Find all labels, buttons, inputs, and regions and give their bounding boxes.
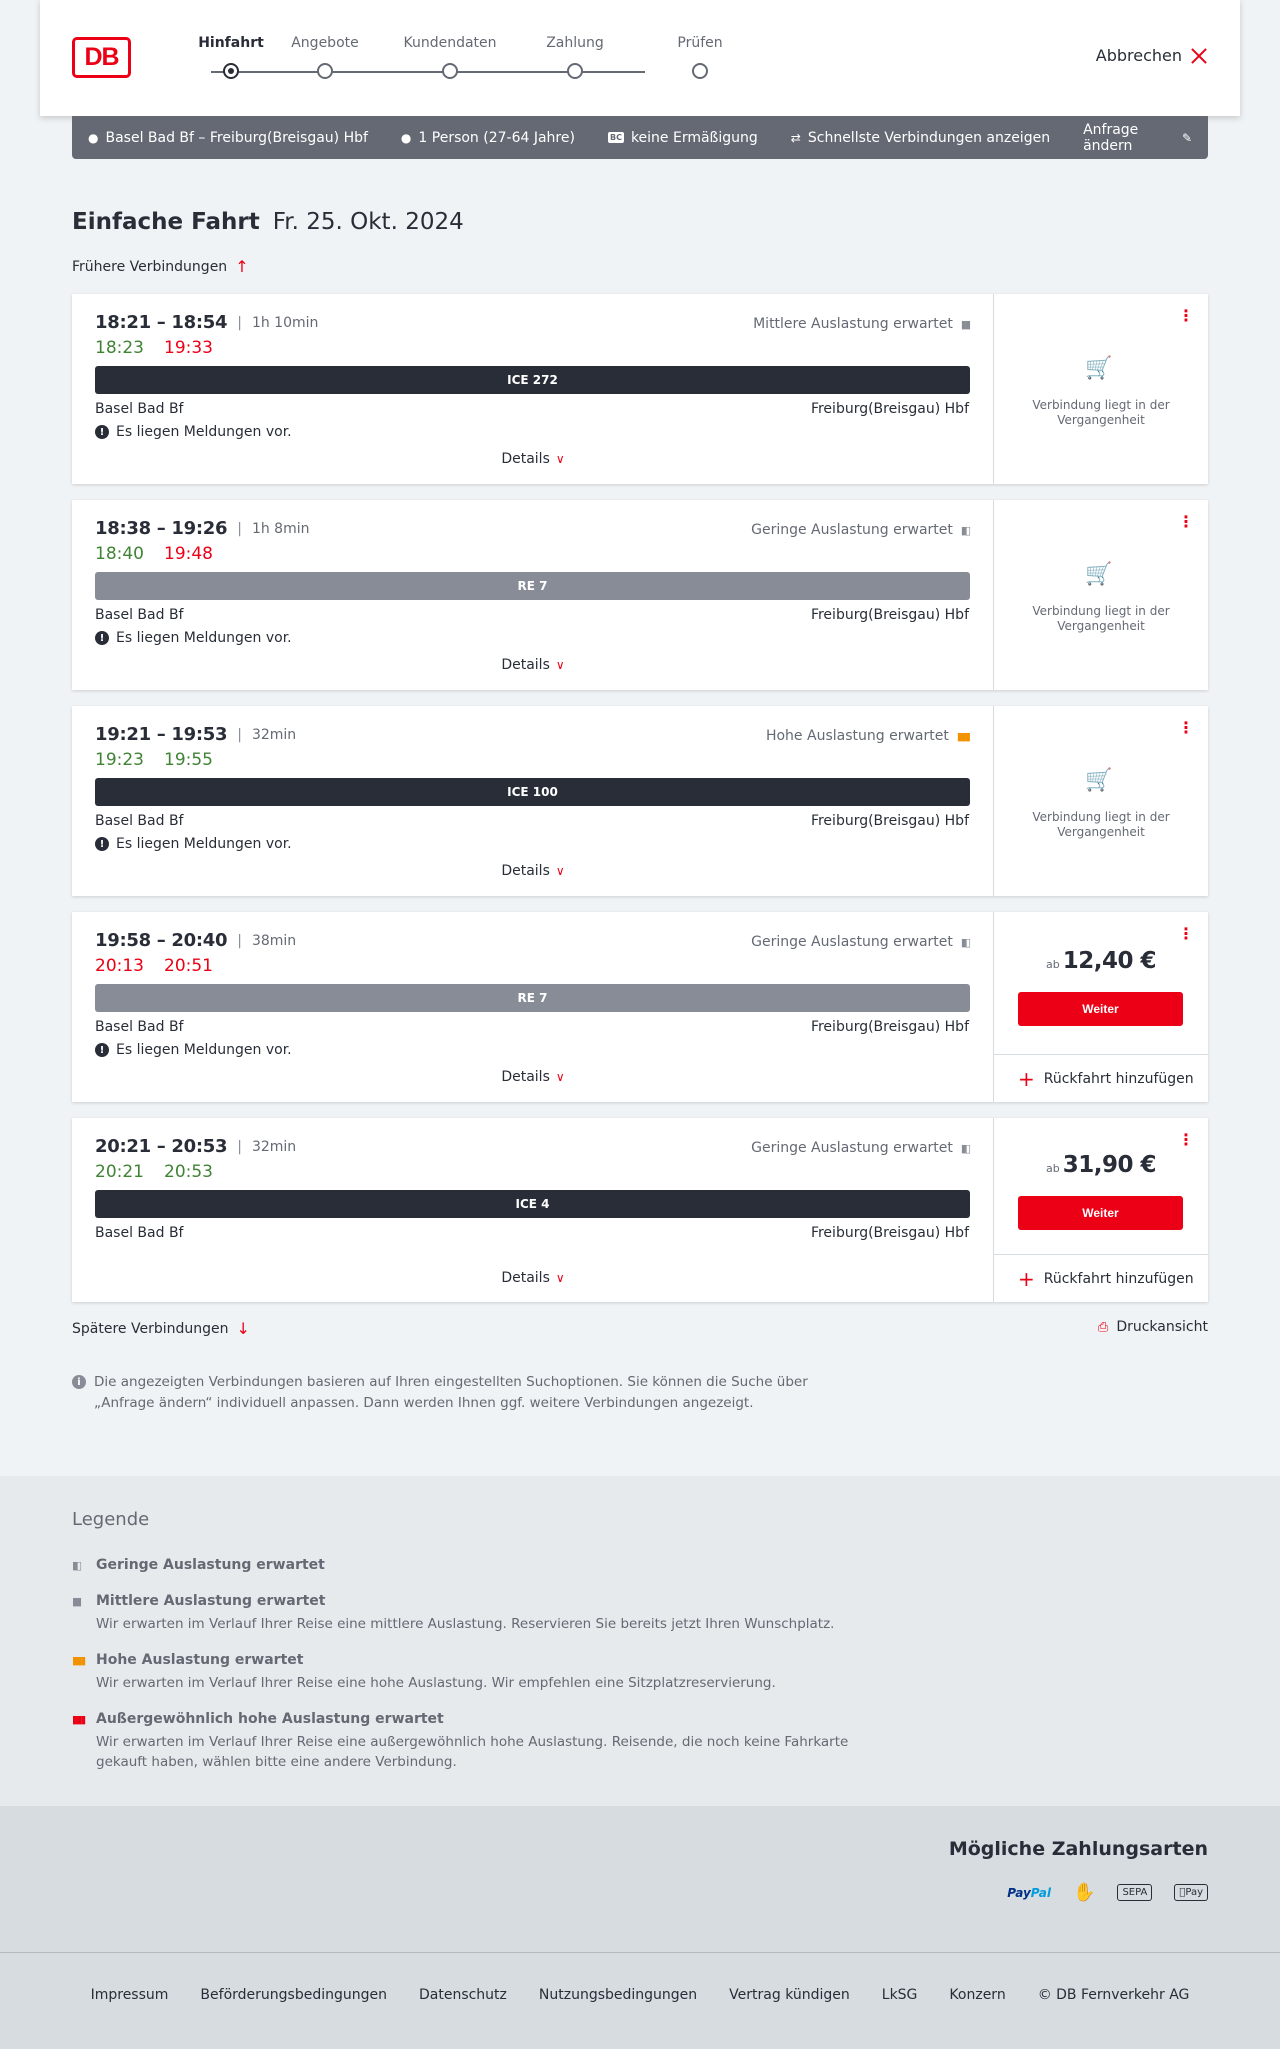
- legend-item: [72, 1593, 872, 1634]
- change-request-button[interactable]: [1083, 122, 1192, 154]
- exclamation-icon: !: [95, 837, 109, 851]
- details-label: Details: [501, 657, 550, 673]
- origin-station: Basel Bad Bf: [95, 813, 184, 829]
- footer: [0, 1952, 1280, 2049]
- realtime-departure: 20:21: [95, 1162, 144, 1182]
- sepa-icon: SEPA: [1117, 1884, 1152, 1901]
- discount-text: keine Ermäßigung: [630, 129, 758, 146]
- summary-fastest[interactable]: [791, 130, 1050, 146]
- legend-label: Geringe Auslastung erwartet: [96, 1557, 325, 1573]
- separator: |: [237, 314, 242, 331]
- chevron-down-icon: ∨: [555, 658, 565, 672]
- booking-header: [40, 0, 1240, 116]
- details-toggle[interactable]: [72, 451, 994, 467]
- realtime-times: [95, 338, 213, 358]
- cart-unavailable-icon: 🛒: [1085, 768, 1113, 793]
- page-title: [72, 209, 464, 235]
- details-label: Details: [501, 451, 550, 467]
- separator: |: [237, 932, 242, 949]
- price-value: 12,40 €: [1062, 948, 1156, 974]
- legend-item-title: [72, 1557, 872, 1573]
- connection-offer: [994, 912, 1208, 1102]
- more-options-icon[interactable]: ⋮: [1178, 306, 1194, 325]
- footer-link-datenschutz[interactable]: Datenschutz: [418, 1987, 507, 2003]
- cart-unavailable-icon: 🛒: [1085, 356, 1113, 381]
- realtime-arrival: 19:33: [164, 338, 213, 358]
- credit-card-icon: ✋: [1073, 1882, 1096, 1903]
- destination-station: Freiburg(Breisgau) Hbf: [810, 1019, 969, 1035]
- step-dot: [317, 63, 333, 79]
- price-prefix: ab: [1046, 958, 1060, 971]
- realtime-arrival: 19:55: [164, 750, 213, 770]
- step-label: Angebote: [291, 35, 359, 51]
- cancel-label: Abbrechen: [1095, 46, 1182, 65]
- step-label: Kundendaten: [403, 35, 497, 51]
- payment-methods: [0, 1806, 1280, 1952]
- connection-main[interactable]: [72, 500, 994, 690]
- more-options-icon[interactable]: ⋮: [1178, 924, 1194, 943]
- planned-times: 18:38 – 19:26: [95, 518, 228, 539]
- fastest-text: Schnellste Verbindungen anzeigen: [807, 129, 1051, 146]
- occupancy-high-icon: ▮▮▮: [72, 1653, 85, 1667]
- earlier-label: Frühere Verbindungen: [72, 258, 228, 275]
- location-pin-icon: ●: [88, 130, 99, 145]
- add-return-button[interactable]: [994, 1054, 1208, 1102]
- origin-station: Basel Bad Bf: [95, 1225, 184, 1241]
- footer-link-befoerderung[interactable]: Beförderungsbedingungen: [200, 1987, 387, 2003]
- print-label: Druckansicht: [1116, 1319, 1208, 1335]
- connection-times: [95, 518, 310, 539]
- message-notice: [95, 630, 292, 646]
- legend-title: Legende: [72, 1509, 150, 1530]
- occupancy: [766, 728, 969, 744]
- message-text: Es liegen Meldungen vor.: [116, 836, 292, 852]
- realtime-times: [95, 544, 213, 564]
- summary-discount: [608, 130, 758, 146]
- destination-station: Freiburg(Breisgau) Hbf: [810, 401, 969, 417]
- add-return-button[interactable]: [994, 1254, 1208, 1302]
- details-toggle[interactable]: [72, 657, 994, 673]
- price-prefix: ab: [1046, 1162, 1060, 1175]
- trip-date: Fr. 25. Okt. 2024: [272, 209, 464, 235]
- change-request-label: Anfrage ändern: [1083, 121, 1139, 154]
- past-notice: Verbindung liegt in der Vergangenheit: [1032, 398, 1170, 427]
- cart-unavailable-icon: 🛒: [1085, 562, 1113, 587]
- progress-steps: [181, 0, 723, 116]
- message-text: Es liegen Meldungen vor.: [116, 424, 292, 440]
- details-label: Details: [501, 863, 550, 879]
- step-dot: [692, 63, 708, 79]
- train-bar[interactable]: RE 7: [95, 572, 970, 600]
- connection-offer: [994, 706, 1208, 896]
- occupancy-high-icon: ▮▮▮: [956, 729, 969, 743]
- footer-link-impressum[interactable]: Impressum: [90, 1987, 169, 2003]
- legend-item: [72, 1652, 872, 1693]
- connection-main[interactable]: [72, 294, 994, 484]
- step-label: Zahlung: [546, 35, 604, 51]
- destination-station: Freiburg(Breisgau) Hbf: [810, 813, 969, 829]
- more-options-icon[interactable]: ⋮: [1178, 1130, 1194, 1149]
- connection-card: [72, 500, 1208, 690]
- occupancy-medium-icon: ▮▮: [72, 1594, 81, 1608]
- bahncard-icon: BC: [609, 133, 622, 142]
- more-options-icon[interactable]: ⋮: [1178, 718, 1194, 737]
- train-bar[interactable]: ICE 100: [95, 778, 970, 806]
- realtime-arrival: 20:51: [164, 956, 213, 976]
- connection-card: [72, 706, 1208, 896]
- add-return-label: Rückfahrt hinzufügen: [1043, 1270, 1194, 1287]
- legend-description: Wir erwarten im Verlauf Ihrer Reise eine hohe Auslastung. Wir empfehlen eine Sitzplatzreservierung.: [96, 1675, 776, 1691]
- connection-offer: [994, 1118, 1208, 1302]
- price: [994, 1152, 1208, 1178]
- footer-link-nutzung[interactable]: Nutzungsbedingungen: [538, 1987, 698, 2003]
- connection-offer: [994, 294, 1208, 484]
- occupancy-medium-icon: ▮▮: [960, 317, 969, 331]
- step-angebote: [275, 35, 375, 55]
- print-view-link[interactable]: [1098, 1319, 1208, 1335]
- apple-pay-icon: [1174, 1884, 1208, 1901]
- message-text: Es liegen Meldungen vor.: [116, 1042, 292, 1058]
- origin-station: Basel Bad Bf: [95, 1019, 184, 1035]
- footer-link-lksg[interactable]: LkSG: [881, 1987, 918, 2003]
- travelers-text: 1 Person (27-64 Jahre): [418, 129, 575, 146]
- connection-main[interactable]: [72, 912, 994, 1102]
- step-dot-active: [223, 63, 239, 79]
- duration: 38min: [251, 932, 297, 949]
- footer-link-konzern[interactable]: Konzern: [949, 1987, 1006, 2003]
- details-toggle[interactable]: [72, 1270, 994, 1286]
- details-label: Details: [501, 1069, 550, 1085]
- occupancy-low-icon: ▮▯: [960, 1141, 969, 1155]
- payment-icons: [1007, 1882, 1208, 1903]
- legend-label: Hohe Auslastung erwartet: [96, 1652, 304, 1668]
- payment-title: Mögliche Zahlungsarten: [948, 1838, 1208, 1860]
- info-notice: [72, 1372, 852, 1414]
- occupancy-low-icon: ▮▯: [960, 935, 969, 949]
- occupancy-text: Geringe Auslastung erwartet: [751, 934, 953, 950]
- chevron-down-icon: ∨: [555, 452, 565, 466]
- footer-link-vertrag[interactable]: Vertrag kündigen: [729, 1987, 850, 2003]
- price: [994, 948, 1208, 974]
- later-label: Spätere Verbindungen: [72, 1320, 229, 1337]
- paypal-icon: [1007, 1886, 1051, 1900]
- destination-station: Freiburg(Breisgau) Hbf: [810, 607, 969, 623]
- realtime-times: [95, 750, 213, 770]
- message-notice: [95, 836, 292, 852]
- close-icon: [1190, 47, 1208, 65]
- connection-times: [95, 312, 318, 333]
- occupancy: [753, 316, 969, 332]
- continue-button[interactable]: Weiter: [1018, 992, 1183, 1026]
- legend-section: [0, 1476, 1280, 1806]
- occupancy-extreme-icon: ▮▮▮: [72, 1712, 85, 1726]
- occupancy-text: Hohe Auslastung erwartet: [765, 728, 949, 744]
- message-text: Es liegen Meldungen vor.: [116, 630, 292, 646]
- occupancy-low-icon: ▮▯: [72, 1558, 81, 1572]
- exclamation-icon: !: [95, 631, 109, 645]
- step-dot: [567, 63, 583, 79]
- info-text: Die angezeigten Verbindungen basieren auf Ihren eingestellten Suchoptionen. Sie können die Suche über „Anfrage ändern“ individuell anpassen. Dann werden Ihnen ggf. weitere Verbindungen angezeigt.: [94, 1374, 808, 1411]
- realtime-times: [95, 1162, 213, 1182]
- arrow-up-icon: ↑: [235, 257, 249, 276]
- realtime-departure: 18:23: [95, 338, 144, 358]
- duration: 1h 8min: [251, 520, 310, 537]
- trip-type: Einfache Fahrt: [72, 209, 260, 235]
- details-label: Details: [501, 1270, 550, 1286]
- cancel-button[interactable]: [1096, 46, 1208, 65]
- swap-arrows-icon: ⇄: [790, 130, 801, 145]
- arrow-down-icon: ↓: [236, 1319, 250, 1338]
- connection-main[interactable]: [72, 1118, 994, 1302]
- realtime-arrival: 20:53: [164, 1162, 213, 1182]
- pencil-icon: ✎: [1181, 130, 1192, 145]
- footer-links: [0, 1987, 1280, 2003]
- origin-station: Basel Bad Bf: [95, 401, 184, 417]
- person-icon: ●: [400, 130, 412, 145]
- plus-icon: +: [1018, 1266, 1035, 1291]
- connection-offer: [994, 500, 1208, 690]
- chevron-down-icon: ∨: [555, 1271, 565, 1285]
- occupancy-low-icon: ▮▯: [960, 523, 969, 537]
- paypal-pal: Pal: [1030, 1885, 1052, 1900]
- legend-description: Wir erwarten im Verlauf Ihrer Reise eine außergewöhnlich hohe Auslastung. Reisende, die noch keine Fahrkarte gekauft haben, wählen bitte eine andere Verbindung.: [96, 1734, 849, 1770]
- realtime-times: [95, 956, 213, 976]
- realtime-arrival: 19:48: [164, 544, 213, 564]
- separator: |: [237, 1138, 242, 1155]
- earlier-connections-link[interactable]: [72, 257, 249, 276]
- message-notice: [95, 1042, 292, 1058]
- step-dot: [442, 63, 458, 79]
- separator: |: [237, 520, 242, 537]
- realtime-departure: 18:40: [95, 544, 144, 564]
- connection-times: [95, 930, 296, 951]
- legend-label: Außergewöhnlich hohe Auslastung erwartet: [96, 1711, 444, 1727]
- details-toggle[interactable]: [72, 863, 994, 879]
- step-pruefen: [650, 35, 750, 55]
- train-bar[interactable]: ICE 4: [95, 1190, 970, 1218]
- summary-route: [88, 130, 368, 146]
- planned-times: 20:21 – 20:53: [95, 1136, 228, 1157]
- duration: 1h 10min: [251, 314, 319, 331]
- planned-times: 19:21 – 19:53: [95, 724, 228, 745]
- footer-copyright: © DB Fernverkehr AG: [1037, 1987, 1190, 2003]
- step-hinfahrt: [181, 35, 281, 55]
- occupancy-text: Geringe Auslastung erwartet: [751, 522, 953, 538]
- origin-station: Basel Bad Bf: [95, 607, 184, 623]
- legend-label: Mittlere Auslastung erwartet: [96, 1593, 326, 1609]
- train-bar[interactable]: RE 7: [95, 984, 970, 1012]
- exclamation-icon: !: [95, 425, 109, 439]
- connection-times: [95, 1136, 296, 1157]
- step-label: Hinfahrt: [198, 35, 264, 51]
- legend-item: [72, 1711, 872, 1772]
- applepay-label: Pay: [1185, 1887, 1203, 1898]
- past-notice: Verbindung liegt in der Vergangenheit: [1032, 810, 1170, 839]
- step-zahlung: [525, 35, 625, 55]
- realtime-departure: 20:13: [95, 956, 144, 976]
- add-return-label: Rückfahrt hinzufügen: [1043, 1070, 1194, 1087]
- message-notice: [95, 424, 292, 440]
- search-summary: [72, 116, 1208, 159]
- details-toggle[interactable]: [72, 1069, 994, 1085]
- realtime-departure: 19:23: [95, 750, 144, 770]
- legend-description: Wir erwarten im Verlauf Ihrer Reise eine mittlere Auslastung. Reservieren Sie bereits jetzt Ihren Wunschplatz.: [96, 1616, 835, 1632]
- occupancy: [751, 934, 969, 950]
- occupancy-text: Geringe Auslastung erwartet: [751, 1140, 953, 1156]
- chevron-down-icon: ∨: [555, 1070, 565, 1084]
- exclamation-icon: !: [95, 1043, 109, 1057]
- occupancy: [751, 522, 969, 538]
- planned-times: 19:58 – 20:40: [95, 930, 228, 951]
- connection-card: [72, 1118, 1208, 1302]
- info-icon: i: [72, 1375, 86, 1389]
- separator: |: [237, 726, 242, 743]
- legend-item-title: [72, 1711, 872, 1727]
- occupancy: [751, 1140, 969, 1156]
- train-bar[interactable]: ICE 272: [95, 366, 970, 394]
- plus-icon: +: [1018, 1066, 1035, 1091]
- chevron-down-icon: ∨: [555, 864, 565, 878]
- destination-station: Freiburg(Breisgau) Hbf: [810, 1225, 969, 1241]
- connection-main[interactable]: [72, 706, 994, 896]
- connection-card: [72, 912, 1208, 1102]
- more-options-icon[interactable]: ⋮: [1178, 512, 1194, 531]
- occupancy-text: Mittlere Auslastung erwartet: [753, 316, 953, 332]
- legend-item: [72, 1557, 872, 1573]
- step-label: Prüfen: [677, 35, 723, 51]
- later-connections-link[interactable]: [72, 1319, 250, 1338]
- printer-icon: ⎙: [1097, 1319, 1109, 1335]
- planned-times: 18:21 – 18:54: [95, 312, 228, 333]
- duration: 32min: [251, 726, 297, 743]
- past-notice: Verbindung liegt in der Vergangenheit: [1032, 604, 1170, 633]
- db-logo[interactable]: DB: [72, 37, 131, 78]
- connection-card: [72, 294, 1208, 484]
- paypal-pay: Pay: [1007, 1885, 1031, 1900]
- price-value: 31,90 €: [1062, 1152, 1156, 1178]
- duration: 32min: [251, 1138, 297, 1155]
- summary-travelers: [401, 130, 575, 146]
- legend-item-title: [72, 1593, 872, 1609]
- continue-button[interactable]: Weiter: [1018, 1196, 1183, 1230]
- route-text: Basel Bad Bf – Freiburg(Breisgau) Hbf: [105, 129, 368, 146]
- step-kundendaten: [400, 35, 500, 55]
- legend-item-title: [72, 1652, 872, 1668]
- connection-times: [95, 724, 296, 745]
